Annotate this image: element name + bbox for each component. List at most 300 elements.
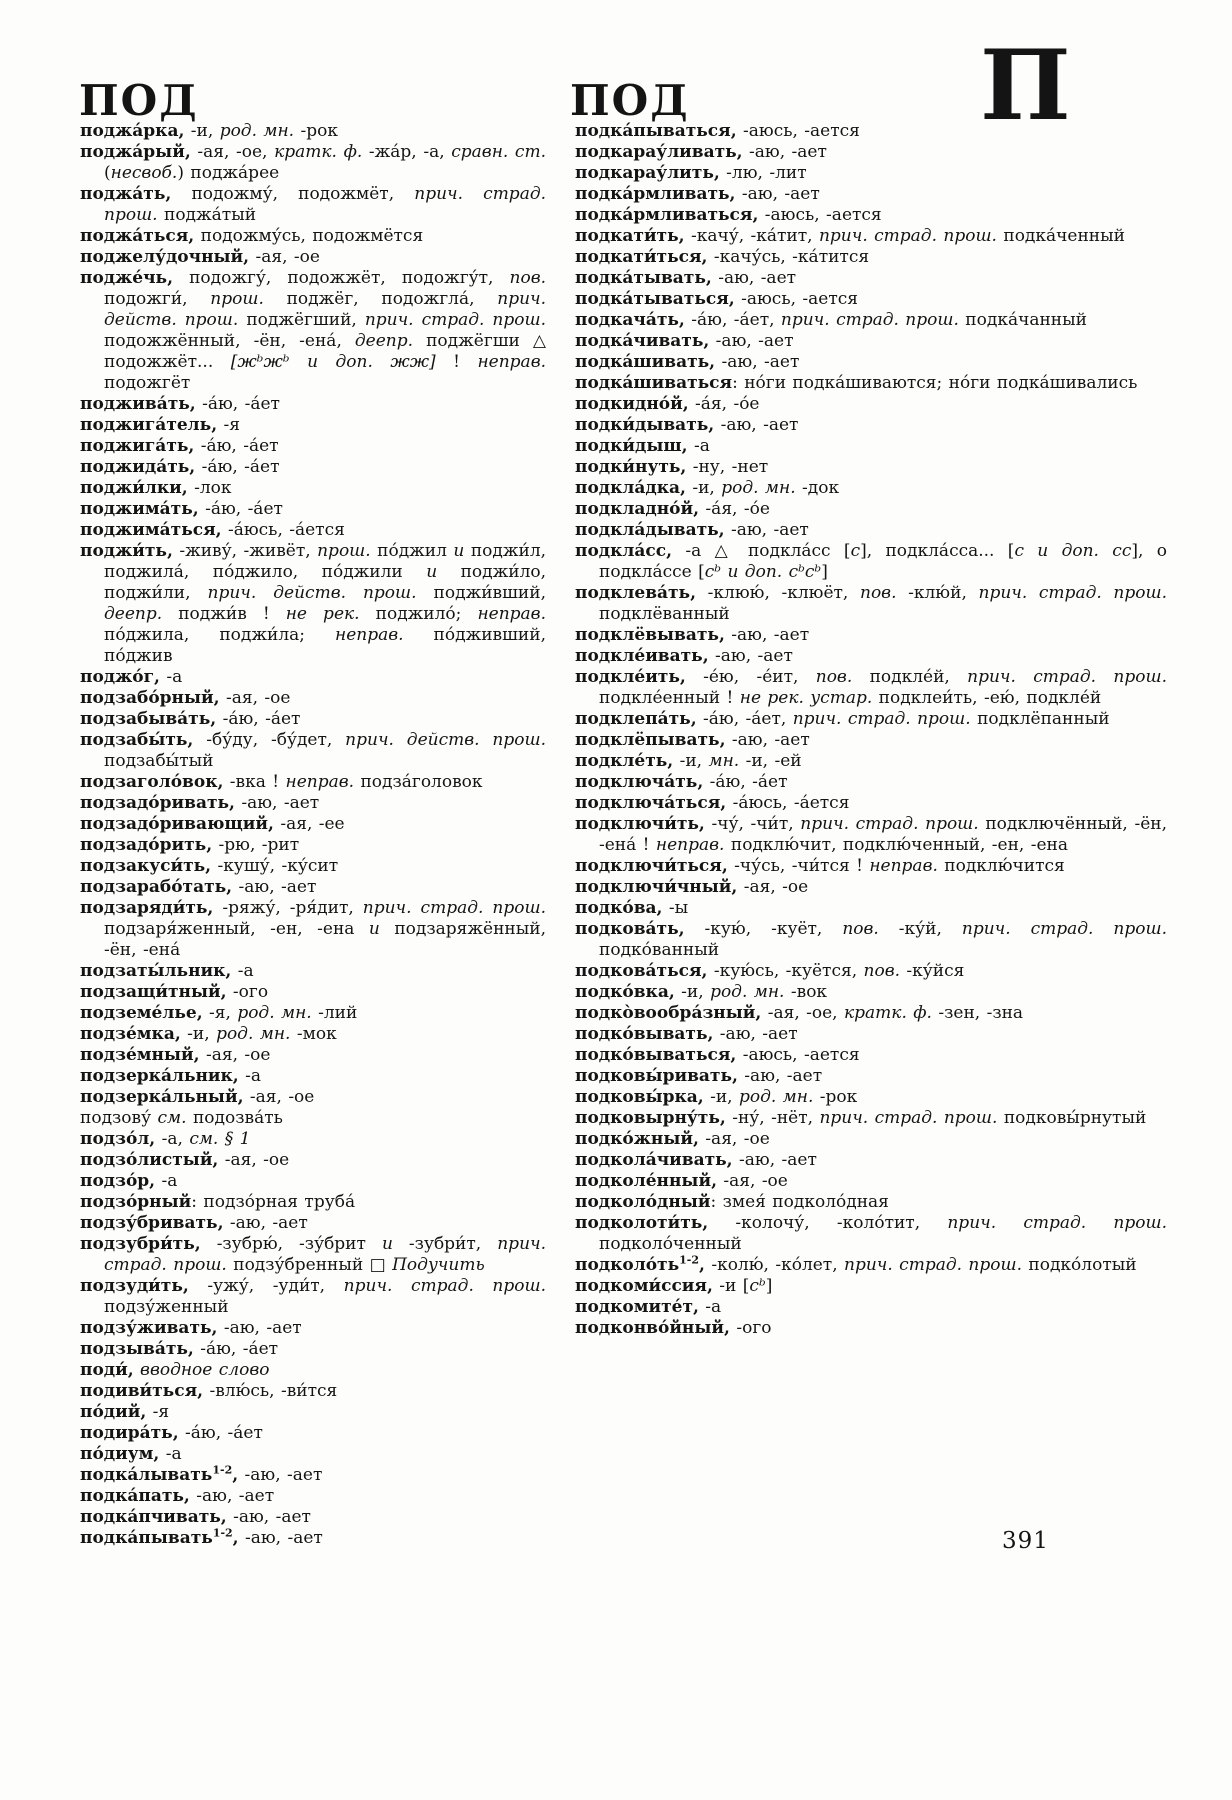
entry-headword-text: по́диум, [80, 1444, 160, 1464]
dictionary-entry [575, 1045, 1167, 1066]
entry-forms-text: поджи́ло, поджи́ли, [104, 562, 547, 603]
entry-headword-text: подзакуси́ть, [80, 856, 212, 876]
entry-headword-text: подкла́дывать, [575, 520, 725, 540]
dictionary-entry [80, 1444, 546, 1465]
entry-forms-text: подковы́рнутый [997, 1108, 1147, 1128]
entry-forms-text: -е́ю, -е́ит, [685, 667, 816, 687]
dictionary-entry [575, 310, 1167, 331]
entry-forms-text: подожги́, [104, 289, 211, 309]
entry-forms-text: -и, [184, 121, 220, 141]
entry-forms-text: -ряжу́, -ря́дит, [213, 898, 363, 918]
entry-forms-text: -а, [155, 1129, 190, 1149]
dictionary-entry [80, 1087, 546, 1108]
dictionary-columns [80, 121, 1167, 1549]
entry-forms-text: -и, [674, 982, 711, 1002]
entry-forms-text: -аю, -ает [725, 730, 810, 750]
entry-grammar-label: пов. [509, 268, 546, 288]
entry-headword-text: подключи́ться, [575, 856, 728, 876]
entry-forms-text: -вок [784, 982, 828, 1002]
entry-forms-text: ! [435, 352, 478, 372]
entry-forms-text: -а́ю, -а́ет [178, 1423, 263, 1443]
dictionary-entry [80, 268, 546, 394]
entry-headword-text: подка́пываться, [575, 121, 737, 141]
entry-forms-text: -колочу́, -коло́тит, [708, 1213, 948, 1233]
entry-grammar-label: род. мн. [721, 478, 796, 498]
entry-forms-text: -ая, -ое, [190, 142, 275, 162]
entry-forms-text: -ая, -ое [698, 1129, 770, 1149]
dictionary-entry [80, 436, 546, 457]
entry-grammar-label: и [426, 562, 438, 582]
entry-forms-text: -ого [729, 1318, 772, 1338]
entry-grammar-label: неправ. [477, 352, 546, 372]
dictionary-entry [575, 1213, 1167, 1255]
entry-grammar-label: и [453, 541, 465, 561]
entry-forms-text: подожму́сь, подожмётся [194, 226, 424, 246]
entry-headword-text: подка́рмливать, [575, 184, 736, 204]
dictionary-entry [80, 1528, 546, 1549]
entry-forms-text: -а́ю, -а́ет [195, 394, 280, 414]
entry-headword-text: подзубри́ть, [80, 1234, 201, 1254]
entry-forms-text: -вка ! [223, 772, 286, 792]
entry-grammar-label: прош. [173, 1255, 227, 1275]
dictionary-entry [80, 499, 546, 520]
dictionary-entry [575, 583, 1167, 625]
entry-grammar-label: прич. страд. прош. [343, 1276, 546, 1296]
dictionary-entry [80, 793, 546, 814]
dictionary-entry [575, 1108, 1167, 1129]
dictionary-entry [575, 1318, 1167, 1339]
entry-forms-text: -аю, -ает [226, 1507, 311, 1527]
entry-grammar-label: прич. страд. прош. [792, 709, 971, 729]
entry-headword-text: поди́, [80, 1360, 134, 1380]
dictionary-entry [80, 184, 546, 226]
entry-forms-text: -ужу́, -уди́т, [188, 1276, 344, 1296]
entry-forms-text: -мок [290, 1024, 337, 1044]
entry-headword-text: подковы́рка, [575, 1087, 704, 1107]
entry-forms-text: -а [231, 961, 254, 981]
entry-headword-text: подко́ва, [575, 898, 663, 918]
dictionary-entry [80, 1108, 546, 1129]
entry-headword-text: по́дий, [80, 1402, 147, 1422]
entry-forms-text: -аю, -ает [732, 1150, 817, 1170]
entry-headword-text: подключа́ться, [575, 793, 727, 813]
dictionary-entry [80, 982, 546, 1003]
entry-grammar-label: и [381, 1234, 393, 1254]
entry-headword-text: подко́вываться, [575, 1045, 737, 1065]
entry-forms-text [1102, 583, 1114, 603]
dictionary-entry [80, 1318, 546, 1339]
entry-headword-text: подкати́ться, [575, 247, 708, 267]
entry-grammar-label: прич. страд. прош. [104, 184, 547, 225]
entry-grammar-label: прич. страд. прош. [362, 898, 546, 918]
entry-forms-text: поджёг, подожгла́, [263, 289, 498, 309]
dictionary-entry [575, 205, 1167, 226]
entry-headword-text: подка́пчивать, [80, 1507, 227, 1527]
entry-grammar-label: род. мн. [710, 982, 785, 1002]
entry-headword-text: подкова́ться, [575, 961, 708, 981]
entry-forms-text: подка́чанный [958, 310, 1087, 330]
entry-grammar-label: род. мн. [216, 1024, 291, 1044]
entry-grammar-label: неправ. [869, 856, 938, 876]
entry-forms-text: -и, [673, 751, 709, 771]
entry-headword-text: поджи́ть, [80, 541, 173, 561]
entry-forms-text: -аю, -ает [715, 352, 800, 372]
entry-headword-text: подка́пывать [80, 1528, 213, 1548]
entry-forms-text: подклю́чится [937, 856, 1065, 876]
entry-headword-text: , [232, 1465, 239, 1485]
entry-headword-text: подклёвывать, [575, 625, 725, 645]
entry-forms-text: : змея́ подколо́дная [710, 1192, 889, 1212]
entry-grammar-label: деепр. [104, 604, 163, 624]
entry-grammar-label: кратк. ф. [274, 142, 363, 162]
entry-headword-text: подкола́чивать, [575, 1150, 733, 1170]
dictionary-entry [575, 1192, 1167, 1213]
entry-forms-text: подзову́ [80, 1108, 158, 1128]
dictionary-entry [575, 730, 1167, 751]
entry-forms-text: ], подкла́сса... [ [860, 541, 1015, 561]
entry-headword-text: подклёпывать, [575, 730, 726, 750]
entry-headword-text: подко́жный, [575, 1129, 699, 1149]
entry-forms-text: -живу́, -живёт, [172, 541, 318, 561]
entry-forms-text: : подзо́рная труба́ [191, 1192, 356, 1212]
dictionary-entry [575, 1150, 1167, 1171]
dictionary-entry [575, 814, 1167, 856]
entry-grammar-label: род. мн. [738, 1087, 814, 1107]
entry-headword-text: подкомите́т, [575, 1297, 699, 1317]
dictionary-entry [575, 457, 1167, 478]
dictionary-entry [575, 373, 1167, 394]
entry-forms-text: -рок [294, 121, 338, 141]
entry-headword-text: подка́рмливаться, [575, 205, 759, 225]
entry-grammar-label: не рек. [285, 604, 360, 624]
entry-forms-text: -аюсь, -ается [736, 1045, 860, 1065]
entry-headword-text: подка́лывать [80, 1465, 213, 1485]
entry-forms-text: -аю, -ает [724, 625, 810, 645]
entry-forms-text: ) поджа́рее [177, 163, 280, 183]
entry-grammar-label: неправ. [285, 772, 355, 792]
entry-forms-text: -аю, -ает [223, 1213, 308, 1233]
entry-forms-text: поджи́вший, [416, 583, 546, 603]
entry-forms-text: -чу́, -чи́т, [704, 814, 801, 834]
entry-headword-text: подкоми́ссия, [575, 1276, 713, 1296]
dictionary-column-right [575, 121, 1167, 1549]
entry-forms-text: подко́ванный [599, 940, 720, 960]
entry-headword-text: поджива́ть, [80, 394, 196, 414]
dictionary-entry [80, 1339, 546, 1360]
dictionary-entry [575, 394, 1167, 415]
entry-headword-text: подка́тываться, [575, 289, 735, 309]
entry-headword-text: подклепа́ть, [575, 709, 697, 729]
entry-headword-text: подзе́мный, [80, 1045, 200, 1065]
entry-forms-text: -рю, -рит [212, 835, 300, 855]
entry-forms-text: поджа́тый [157, 205, 257, 225]
entry-forms-text: ( [104, 163, 111, 183]
entry-forms-text: подключённый, -ён, -ена́ ! [599, 814, 1167, 855]
entry-grammar-label: деепр. [354, 331, 414, 351]
entry-headword-text: подконво́йный, [575, 1318, 730, 1338]
entry-forms-text: -а́ю, -а́ет, [684, 310, 781, 330]
dictionary-entry [575, 1024, 1167, 1045]
entry-grammar-label: Подучить [392, 1255, 485, 1275]
entry-headword-text: поджима́ть, [80, 499, 199, 519]
entry-forms-text: -ая, -ое [219, 688, 291, 708]
entry-headword-text: подковы́ривать, [575, 1066, 738, 1086]
dictionary-entry [575, 1171, 1167, 1192]
entry-forms-text: -качу́, -ка́тит, [684, 226, 819, 246]
entry-forms-text: -бу́ду, -бу́дет, [193, 730, 346, 750]
entry-grammar-label: пов. [863, 961, 901, 981]
entry-forms-text: подозва́ть [186, 1108, 283, 1128]
dictionary-entry [575, 541, 1167, 583]
dictionary-entry [80, 688, 546, 709]
entry-forms-text: ], о подкла́ссе [ [599, 541, 1167, 582]
entry-headword-text: поджелу́дочный, [80, 247, 250, 267]
dictionary-entry [575, 646, 1167, 667]
entry-forms-text: -аю, -ает [724, 520, 809, 540]
dictionary-entry [575, 625, 1167, 646]
entry-grammar-label: прич. страд. прош. [844, 1255, 1022, 1275]
entry-grammar-label: прич. страд. прош. [819, 1108, 998, 1128]
entry-forms-text: -а [159, 1444, 182, 1464]
entry-forms-text: -аю, -ает [711, 268, 797, 288]
dictionary-entry [575, 709, 1167, 730]
entry-forms-text: -аю, -ает [232, 877, 317, 897]
entry-forms-text: -а́ю, -а́ет [193, 1339, 279, 1359]
entry-grammar-label: прич. действ. прош. [207, 583, 417, 603]
dictionary-entry [575, 1276, 1167, 1297]
entry-forms-text: подожгёт [104, 373, 191, 393]
entry-headword-text: подка́тывать, [575, 268, 712, 288]
entry-headword-text: поджига́тель, [80, 415, 218, 435]
dictionary-entry [80, 1150, 546, 1171]
entry-headword-text: подира́ть, [80, 1423, 179, 1443]
entry-headword-text: подзыва́ть, [80, 1339, 194, 1359]
entry-grammar-label: неправ. [477, 604, 546, 624]
entry-forms-text: подклёванный [599, 604, 730, 624]
dictionary-entry [80, 415, 546, 436]
dictionary-entry [575, 520, 1167, 541]
entry-forms-text: -влю́сь, -ви́тся [203, 1381, 338, 1401]
entry-grammar-label: с и доп. сс [1014, 541, 1132, 561]
dictionary-entry [80, 1423, 546, 1444]
entry-forms-text: подклеи́ть, -ею́, подкле́й [872, 688, 1102, 708]
entry-headword-text: поджо́г, [80, 667, 160, 687]
entry-grammar-label: и [368, 919, 380, 939]
entry-forms-text: -ая, -ое, [761, 1003, 844, 1023]
entry-forms-text: подклю́чит, подклю́ченный, -ен, -ена [724, 835, 1068, 855]
entry-forms-text: подзу́бренный □ [226, 1255, 393, 1275]
entry-headword-text: подки́нуть, [575, 457, 687, 477]
dictionary-entry [80, 1402, 546, 1423]
entry-grammar-label: прич. страд. прош. [961, 919, 1168, 939]
entry-headword-text: подзо́листый, [80, 1150, 219, 1170]
dictionary-entry [575, 289, 1167, 310]
entry-headword-text: подзадо́ривать, [80, 793, 235, 813]
dictionary-entry [80, 1360, 546, 1381]
entry-forms-text: подзаря́женный, -ен, -ена [104, 919, 369, 939]
entry-forms-text: поджёгши △ подожжёт... [104, 331, 546, 372]
entry-grammar-label: с [850, 541, 861, 561]
dictionary-entry [575, 142, 1167, 163]
entry-grammar-label: прич. действ. прош. [104, 289, 547, 330]
page-number: 391 [1002, 1528, 1049, 1554]
entry-headword-text: подключа́ть, [575, 772, 704, 792]
dictionary-entry [575, 415, 1167, 436]
entry-headword-text: подзащи́тный, [80, 982, 227, 1002]
entry-forms-text: -рок [813, 1087, 858, 1107]
entry-forms-text: -аю, -ает [238, 1528, 323, 1548]
entry-headword-text: подзабы́ть, [80, 730, 194, 750]
entry-headword-text: подкидно́й, [575, 394, 689, 414]
entry-headword-text: подко́вка, [575, 982, 675, 1002]
entry-grammar-label: мн. [708, 751, 740, 771]
dictionary-entry [80, 1066, 546, 1087]
entry-forms-text: -колю́, -ко́лет, [704, 1255, 845, 1275]
entry-forms-text: подза́головок [354, 772, 483, 792]
entry-forms-text: -док [795, 478, 840, 498]
entry-forms-text: -аю, -ает [708, 646, 793, 666]
dictionary-entry [80, 730, 546, 772]
dictionary-entry [80, 1234, 546, 1276]
entry-grammar-label: неправ. [655, 835, 725, 855]
entry-forms-text: -лю, -лит [719, 163, 807, 183]
entry-headword-text: подзадо́рить, [80, 835, 213, 855]
entry-headword-text: подко̀вообра́зный, [575, 1003, 762, 1023]
dictionary-entry [575, 163, 1167, 184]
entry-forms-text: -аю, -ает [735, 184, 820, 204]
entry-forms-text: -ну́, -нёт, [725, 1108, 820, 1128]
dictionary-entry [80, 835, 546, 856]
entry-headword-text: подкла́дка, [575, 478, 686, 498]
dictionary-entry [80, 1192, 546, 1213]
entry-headword-text: подкати́ть, [575, 226, 685, 246]
entry-headword-text: подкла́сс, [575, 541, 673, 561]
entry-forms-text: -ку́й, [878, 919, 962, 939]
entry-forms-text: подзу́женный [104, 1297, 229, 1317]
entry-headword-text: подка́пать, [80, 1486, 190, 1506]
dictionary-entry [80, 1024, 546, 1045]
running-head-left: ПОД [79, 76, 199, 125]
entry-forms-text: подка́ченный [996, 226, 1125, 246]
entry-grammar-label: прич. страд. прош. [800, 814, 979, 834]
entry-grammar-label: см. § 1 [189, 1129, 251, 1149]
entry-headword-text: подзадо́ривающий, [80, 814, 274, 834]
dictionary-entry [80, 961, 546, 982]
dictionary-entry [575, 499, 1167, 520]
entry-forms-text: -зен, -зна [931, 1003, 1024, 1023]
entry-headword-text: подзаголо́вок, [80, 772, 224, 792]
entry-headword-text: подкле́ть, [575, 751, 674, 771]
entry-headword-text: подзерка́льный, [80, 1087, 244, 1107]
entry-forms-text: -аю, -ает [217, 1318, 302, 1338]
entry-headword-text: 1-2 [212, 1463, 233, 1477]
entry-forms-text: -аюсь, -ается [736, 121, 860, 141]
entry-forms-text: -а △ подкла́сс [ [672, 541, 851, 561]
dictionary-entry [80, 1486, 546, 1507]
entry-headword-text: подземе́лье, [80, 1003, 203, 1023]
entry-forms-text: по́дживший, по́джив [104, 625, 546, 666]
entry-forms-text: -а́юсь, -а́ется [726, 793, 850, 813]
entry-headword-text: , [699, 1255, 705, 1275]
dictionary-entry [575, 121, 1167, 142]
entry-headword-text: подкле́ивать, [575, 646, 709, 666]
entry-headword-text: подключи́чный, [575, 877, 738, 897]
dictionary-entry [575, 856, 1167, 877]
entry-grammar-label: прич. страд. [978, 583, 1102, 603]
entry-forms-text: -аю, -ает [189, 1486, 275, 1506]
entry-headword-text: , [232, 1528, 239, 1548]
entry-forms-text: -и, -ей [739, 751, 802, 771]
entry-headword-text: подиви́ться, [80, 1381, 204, 1401]
entry-forms-text: -я, [202, 1003, 238, 1023]
entry-headword-text: подколо́ть [575, 1255, 680, 1275]
entry-forms-text: подзаряжённый, -ён, -ена́ [104, 919, 547, 960]
dictionary-entry [575, 793, 1167, 814]
dictionary-entry [575, 667, 1167, 709]
entry-headword-text: поджида́ть, [80, 457, 196, 477]
dictionary-entry [575, 961, 1167, 982]
entry-headword-text: подзу́живать, [80, 1318, 218, 1338]
entry-forms-text: : но́ги подка́шиваются; но́ги подка́шивались [732, 373, 1138, 393]
entry-grammar-label: прич. страд. прош. [818, 226, 997, 246]
entry-grammar-label: прош. [1113, 583, 1167, 603]
entry-forms-text: -и, [180, 1024, 217, 1044]
entry-grammar-label: см. [157, 1108, 187, 1128]
entry-forms-text: -ая, -ое [199, 1045, 271, 1065]
entry-forms-text: подзабы́тый [104, 751, 214, 771]
dictionary-entry [575, 247, 1167, 268]
entry-headword-text: подколе́нный, [575, 1171, 717, 1191]
dictionary-entry [80, 898, 546, 961]
entry-headword-text: подкле́ить, [575, 667, 686, 687]
entry-headword-text: подка́чивать, [575, 331, 710, 351]
entry-grammar-label: вводное слово [140, 1360, 270, 1380]
entry-forms-text: по́джила, поджи́ла; [104, 625, 336, 645]
entry-forms-text: подожму́, подожмёт, [171, 184, 415, 204]
dictionary-entry [575, 184, 1167, 205]
entry-headword-text: подзабыва́ть, [80, 709, 217, 729]
running-head-right: ПОД [570, 76, 690, 125]
entry-forms-text: -а [159, 667, 183, 687]
entry-forms-text: -я [217, 415, 240, 435]
entry-forms-text: -кушу́, -ку́сит [211, 856, 339, 876]
dictionary-entry [575, 1255, 1167, 1276]
entry-forms-text: -кую́сь, -куётся, [707, 961, 864, 981]
entry-headword-text: поджа́ть, [80, 184, 172, 204]
entry-grammar-label: род. мн. [237, 1003, 312, 1023]
entry-forms-text: -аю, -ает [709, 331, 794, 351]
dictionary-entry [575, 1297, 1167, 1318]
entry-forms-text: -ая, -ое [249, 247, 320, 267]
entry-headword-text: подка́шивать, [575, 352, 716, 372]
dictionary-entry [575, 982, 1167, 1003]
entry-forms-text: ] [821, 562, 828, 582]
entry-headword-text: подзаряди́ть, [80, 898, 214, 918]
entry-grammar-label: прич. страд. прош. [364, 310, 546, 330]
entry-headword-text: поджа́ться, [80, 226, 195, 246]
entry-forms-text: -а [687, 436, 710, 456]
dictionary-entry [575, 1129, 1167, 1150]
dictionary-entry [575, 1066, 1167, 1087]
dictionary-entry [80, 1465, 546, 1486]
entry-forms-text: -ая, -ое [218, 1150, 290, 1170]
entry-headword-text: подже́чь, [80, 268, 173, 288]
entry-forms-text: подколо́ченный [599, 1234, 742, 1254]
entry-grammar-label: прич. страд. прош. [967, 667, 1167, 687]
entry-forms-text: поджи́л, поджила́, по́джило, по́джили [104, 541, 547, 582]
entry-headword-text: 1-2 [679, 1253, 699, 1267]
entry-forms-text: подкле́й, [852, 667, 968, 687]
